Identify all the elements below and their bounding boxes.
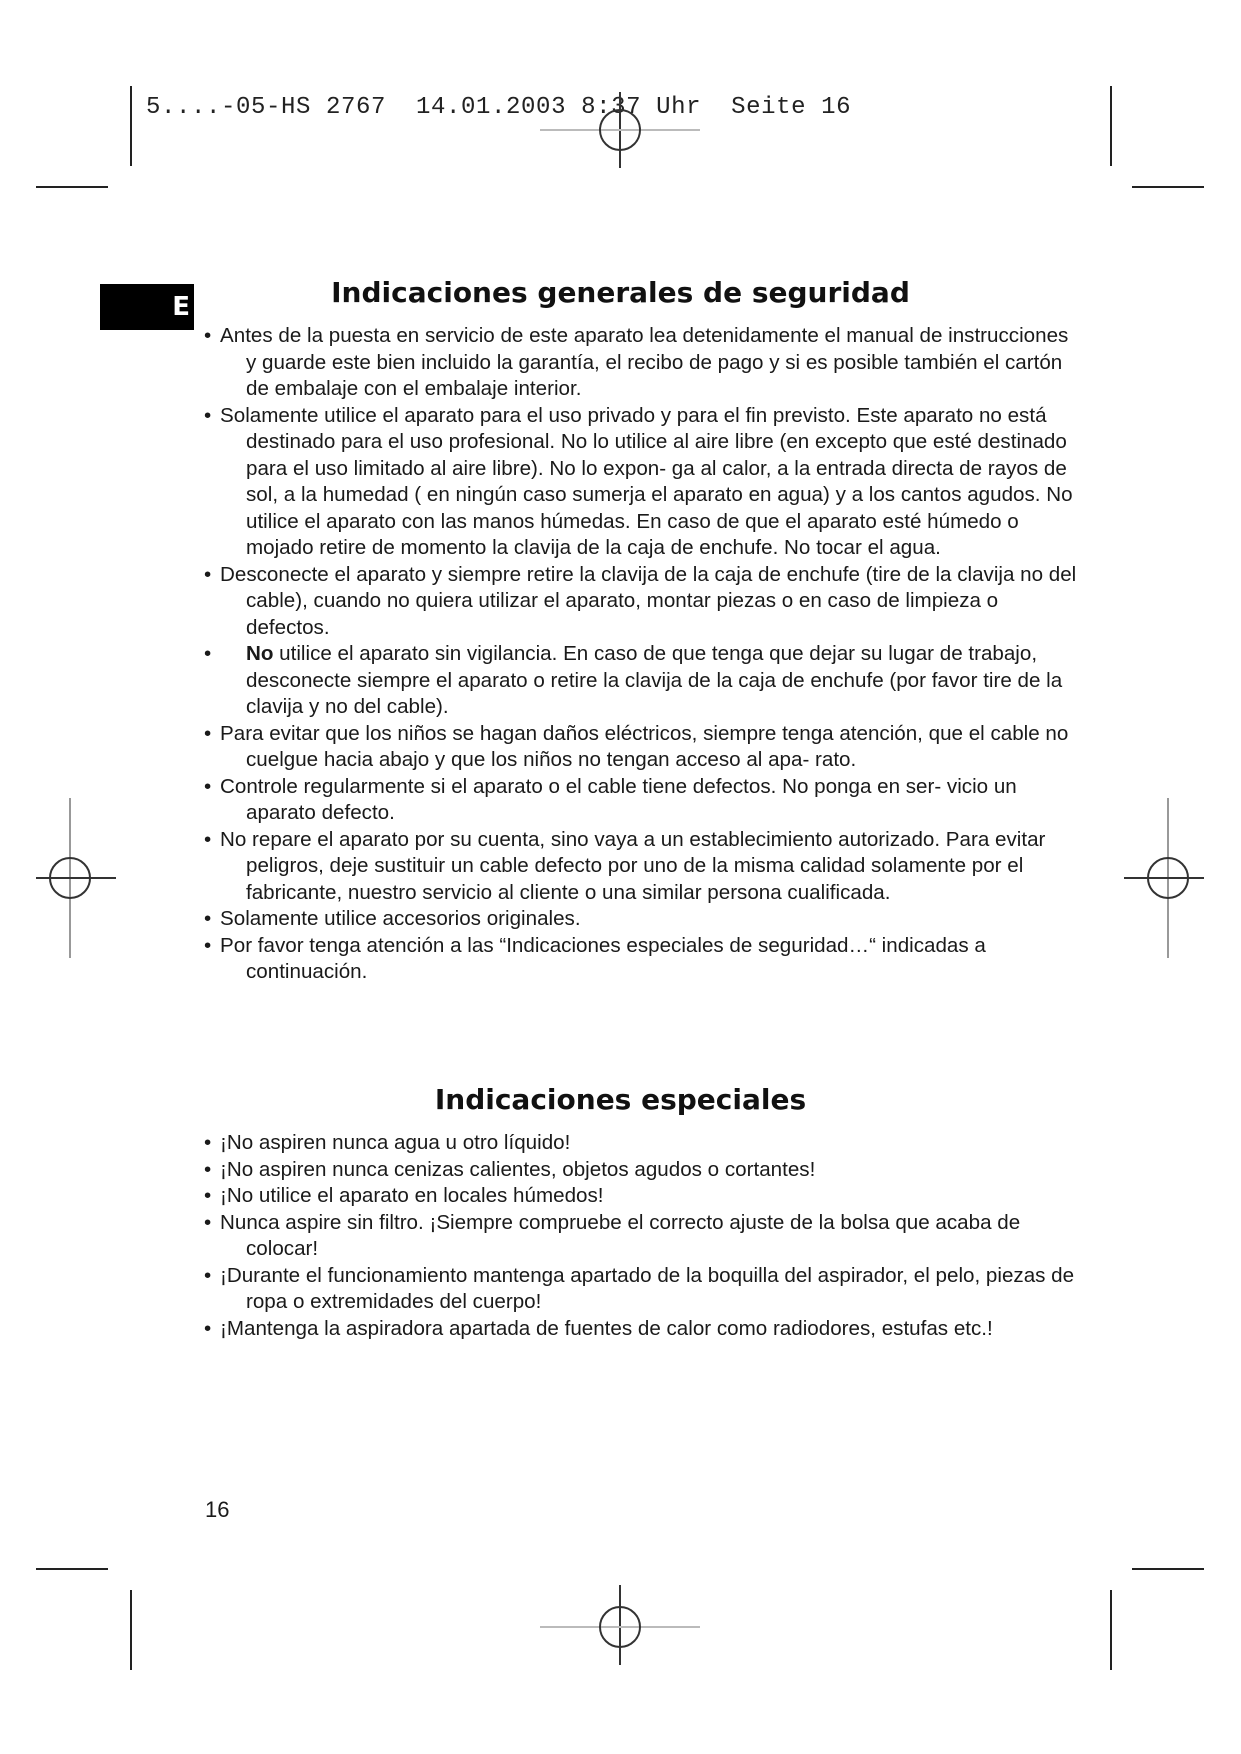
crop-mark-top-right-vertical	[1110, 86, 1112, 166]
registration-target-top	[540, 92, 700, 172]
crop-mark-bottom-right-horizontal	[1132, 1568, 1204, 1570]
list-item: • No repare el aparato por su cuenta, sino vaya a un establecimiento autorizado. Para evitar peligros, deje sustituir un cable defecto por uno de la misma calidad solamente por el fabricante, nuestro servicio al cliente o una similar persona cualificada.	[204, 827, 1046, 904]
general-safety-list	[204, 323, 1084, 986]
registration-target-left	[36, 798, 116, 958]
list-item: • ¡No aspiren nunca cenizas calientes, objetos agudos o cortantes!	[204, 1157, 816, 1181]
list-item: • Solamente utilice accesorios originales.	[204, 907, 581, 930]
list-item: • Antes de la puesta en servicio de este aparato lea detenidamente el manual de instrucciones y guarde este bien incluido la garantía, el recibo de pago y si es posible también el cartón de embalaje con el embalaje interior.	[204, 324, 1069, 400]
list-item: • ¡Mantenga la aspiradora apartada de fuentes de calor como radiodores, estufas etc.!	[204, 1316, 993, 1340]
print-slug-line: 5....-05-HS 2767 14.01.2003 8:37 Uhr Seite 16	[146, 94, 852, 121]
language-tab: E	[100, 284, 194, 330]
list-item: • ¡No aspiren nunca agua u otro líquido!	[204, 1131, 571, 1154]
list-item: • ¡Durante el funcionamiento mantenga apartado de la boquilla del aspirador, el pelo, piezas de ropa o extremidades del cuerpo!	[204, 1263, 1075, 1313]
registration-target-right	[1124, 798, 1204, 958]
crop-mark-bottom-left-vertical	[130, 1590, 132, 1670]
list-item: • Para evitar que los niños se hagan daños eléctricos, siempre tenga atención, que el cable no cuelgue hacia abajo y que los niños no tengan acceso al apa- rato.	[204, 721, 1069, 771]
crop-mark-bottom-left-horizontal	[36, 1568, 108, 1570]
crop-mark-top-left-vertical	[130, 86, 132, 166]
registration-target-bottom	[540, 1585, 700, 1665]
section-title-general-safety: Indicaciones generales de seguridad	[331, 276, 910, 309]
special-instructions-list	[204, 1130, 1084, 1342]
list-item: • Nunca aspire sin filtro. ¡Siempre compruebe el correcto ajuste de la bolsa que acaba de colocar!	[204, 1210, 1021, 1260]
section-title-special-instructions: Indicaciones especiales	[434, 1083, 807, 1116]
list-item: • ¡No utilice el aparato en locales húmedos!	[204, 1184, 604, 1207]
crop-mark-bottom-right-vertical	[1110, 1590, 1112, 1670]
list-item: • Por favor tenga atención a las “Indicaciones especiales de seguridad…“ indicadas a continuación.	[204, 933, 986, 983]
list-item: • Solamente utilice el aparato para el uso privado y para el fin previsto. Este aparato no está destinado para el uso profesional. No lo utilice al aire libre (en excepto que esté destinado para el uso limitado al aire libre). No lo expon- ga al calor, a la entrada directa de rayos de sol, a la humedad ( en ningún caso sumerja el aparato en agua) y a los cantos agudos. No utilice el aparato con las manos húmedas. En caso de que el aparato esté húmedo o mojado retire de momento la clavija de la caja de enchufe. No tocar el agua.	[204, 403, 1073, 559]
crop-mark-top-left-horizontal	[36, 186, 108, 188]
crop-mark-top-right-horizontal	[1132, 186, 1204, 188]
list-item: • Controle regularmente si el aparato o el cable tiene defectos. No ponga en ser- vicio un aparato defecto.	[204, 774, 1017, 824]
list-item: • Desconecte el aparato y siempre retire la clavija de la caja de enchufe (tire de la clavija no del cable), cuando no quiera utilizar el aparato, montar piezas o en caso de limpieza o defectos.	[204, 562, 1077, 639]
page-number: 16	[205, 1497, 230, 1522]
list-item: • No utilice el aparato sin vigilancia. En caso de que tenga que dejar su lugar de trabajo, desconecte siempre el aparato o retire la clavija de la caja de enchufe (por favor tire de la clavija y no del cable).	[204, 642, 1063, 718]
